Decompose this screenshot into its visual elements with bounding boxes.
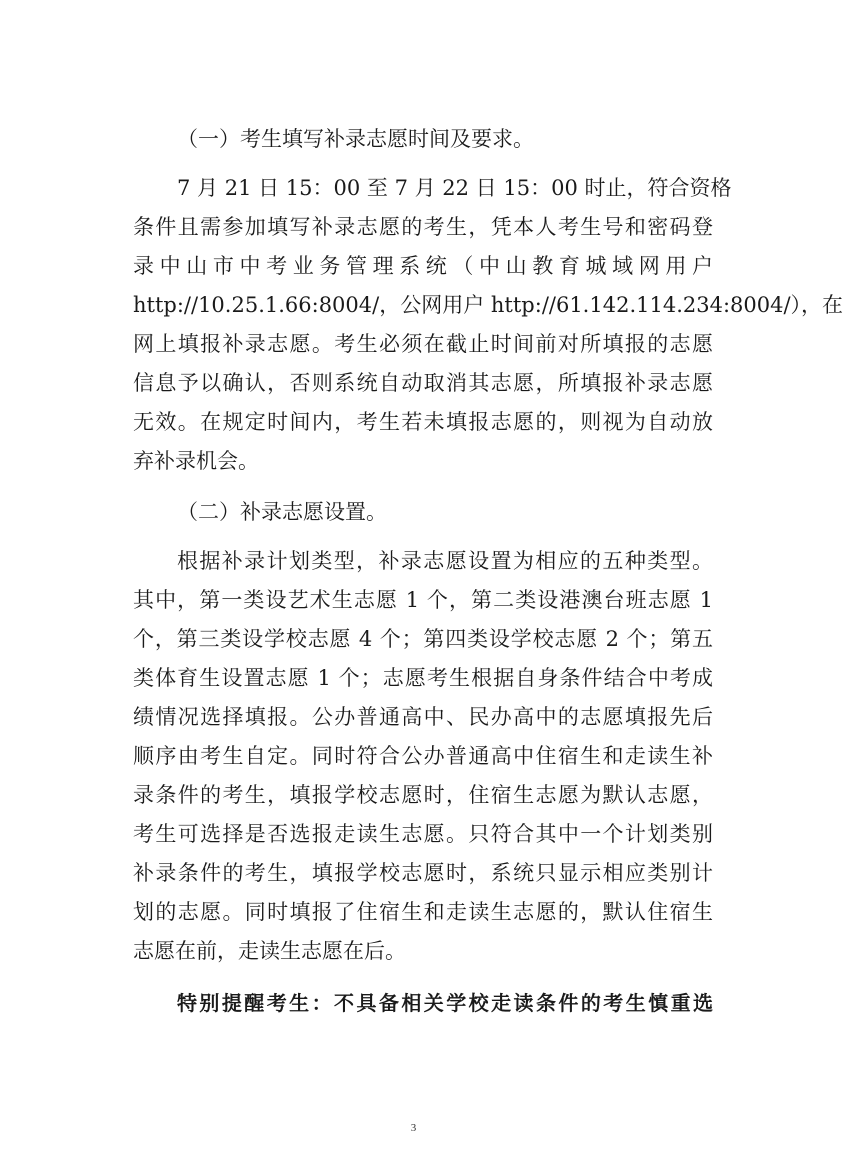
paragraph-line: 根据补录计划类型，补录志愿设置为相应的五种类型。 [177, 549, 713, 573]
paragraph-line: 信息予以确认，否则系统自动取消其志愿，所填报补录志愿 [133, 371, 713, 395]
paragraph-line: 其中，第一类设艺术生志愿 1 个，第二类设港澳台班志愿 1 [133, 588, 713, 612]
page-number: 3 [410, 1122, 417, 1134]
paragraph-line: 志愿在前，走读生志愿在后。 [133, 939, 406, 963]
paragraph-line: 录条件的考生，填报学校志愿时，住宿生志愿为默认志愿， [133, 783, 713, 807]
paragraph-line: 无效。在规定时间内，考生若未填报志愿的，则视为自动放 [133, 410, 713, 434]
paragraph-line: 顺序由考生自定。同时符合公办普通高中住宿生和走读生补 [133, 744, 713, 768]
section2-heading: （二）补录志愿设置。 [177, 500, 387, 524]
paragraph-line: 类体育生设置志愿 1 个；志愿考生根据自身条件结合中考成 [133, 666, 713, 690]
paragraph-line: 补录条件的考生，填报学校志愿时，系统只显示相应类别计 [133, 861, 713, 885]
paragraph-line: 弃补录机会。 [133, 449, 259, 473]
section1-heading: （一）考生填写补录志愿时间及要求。 [177, 127, 534, 151]
paragraph-line: 7 月 21 日 15：00 至 7 月 22 日 15：00 时止，符合资格 [177, 176, 732, 200]
paragraph-line: 个，第三类设学校志愿 4 个；第四类设学校志愿 2 个；第五 [133, 627, 713, 651]
paragraph-line: 录中山市中考业务管理系统（中山教育城域网用户 [133, 254, 713, 278]
paragraph-line: 网上填报补录志愿。考生必须在截止时间前对所填报的志愿 [133, 332, 713, 356]
special-reminder: 特别提醒考生：不具备相关学校走读条件的考生慎重选 [177, 991, 713, 1015]
paragraph-line: http://10.25.1.66:8004/，公网用户 http://61.142.114.234:8004/），在 [133, 293, 843, 317]
paragraph-line: 绩情况选择填报。公办普通高中、民办高中的志愿填报先后 [133, 705, 713, 729]
paragraph-line: 条件且需参加填写补录志愿的考生，凭本人考生号和密码登 [133, 215, 713, 239]
paragraph-line: 考生可选择是否选报走读生志愿。只符合其中一个计划类别 [133, 822, 713, 846]
paragraph-line: 划的志愿。同时填报了住宿生和走读生志愿的，默认住宿生 [133, 900, 713, 924]
